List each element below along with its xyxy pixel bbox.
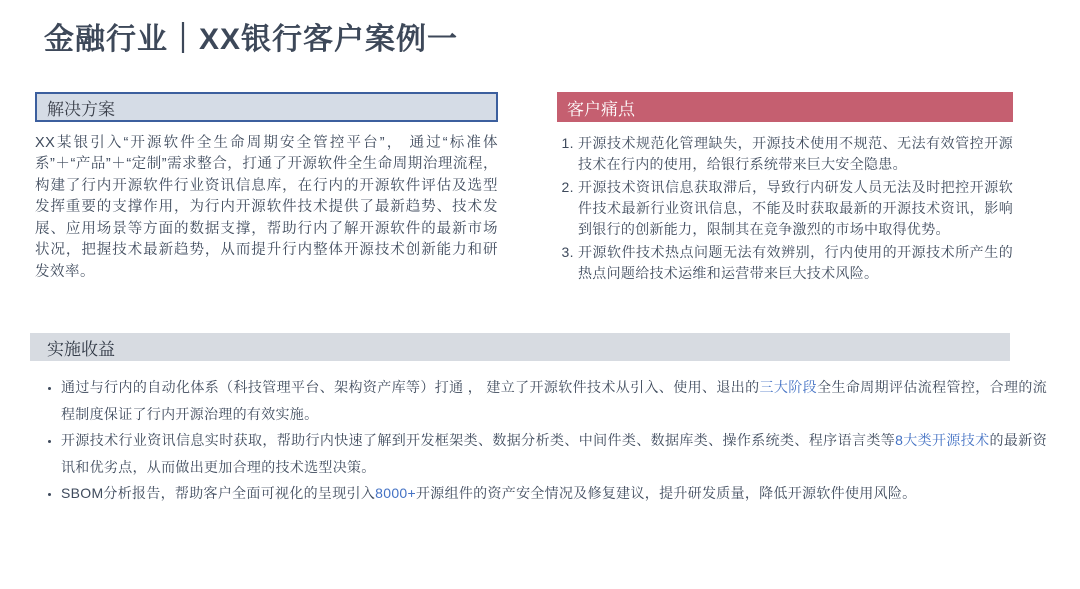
benefit-item: • 通过与行内的自动化体系（科技管理平台、架构资产库等）打通 ， 建立了开源软件技术从引入、使用、退出的三大阶段全生命周期评估流程管控，合理的流程制度保证了行内开源治理的有效实施。 xyxy=(61,374,1047,427)
benefits-header: 实施收益 xyxy=(30,333,1010,361)
page-title: 金融行业｜XX银行客户案例一 xyxy=(44,23,459,56)
pain-points-section xyxy=(557,92,1013,286)
pain-point-item: 2. 开源技术资讯信息获取滞后，导致行内研发人员无法及时把控开源软件技术最新行业资讯信息，不能及时获取最新的开源技术资讯，影响到银行的创新能力，限制其在竞争激烈的市场中取得优势。 xyxy=(578,177,1013,240)
benefit-item: • SBOM分析报告，帮助客户全面可视化的呈现引入8000+开源组件的资产安全情况及修复建议，提升研发质量，降低开源软件使用风险。 xyxy=(61,480,1047,507)
solution-section xyxy=(35,92,498,283)
solution-body-text: XX某银引入“开源软件全生命周期安全管控平台”， 通过“标准体系”＋“产品”＋“定制”需求整合，打通了开源软件全生命周期治理流程，构建了行内开源软件行业资讯信息库，在行内的开源软件评估及选型发挥重要的支撑作用，为行内开源软件技术提供了最新趋势、技术发展、应用场景等方面的数据支撑，帮助行内了解开源软件的最新市场状况，把握技术最新趋势，从而提升行内整体开源技术创新能力和研发效率。 xyxy=(35,135,498,280)
solution-header: 解决方案 xyxy=(35,92,498,122)
pain-point-item: 3. 开源软件技术热点问题无法有效辨别，行内使用的开源技术所产生的热点问题给技术运维和运营带来巨大技术风险。 xyxy=(578,242,1013,284)
pain-points-list xyxy=(557,133,1013,284)
benefits-list xyxy=(45,374,1047,507)
benefit-item: • 开源技术行业资讯信息实时获取，帮助行内快速了解到开发框架类、数据分析类、中间件类、数据库类、操作系统类、程序语言类等8大类开源技术的最新资讯和优劣点，从而做出更加合理的技术选型决策。 xyxy=(61,427,1047,480)
pain-points-header: 客户痛点 xyxy=(557,92,1013,122)
pain-point-item: 1. 开源技术规范化管理缺失，开源技术使用不规范、无法有效管控开源技术在行内的使用，给银行系统带来巨大安全隐患。 xyxy=(578,133,1013,175)
